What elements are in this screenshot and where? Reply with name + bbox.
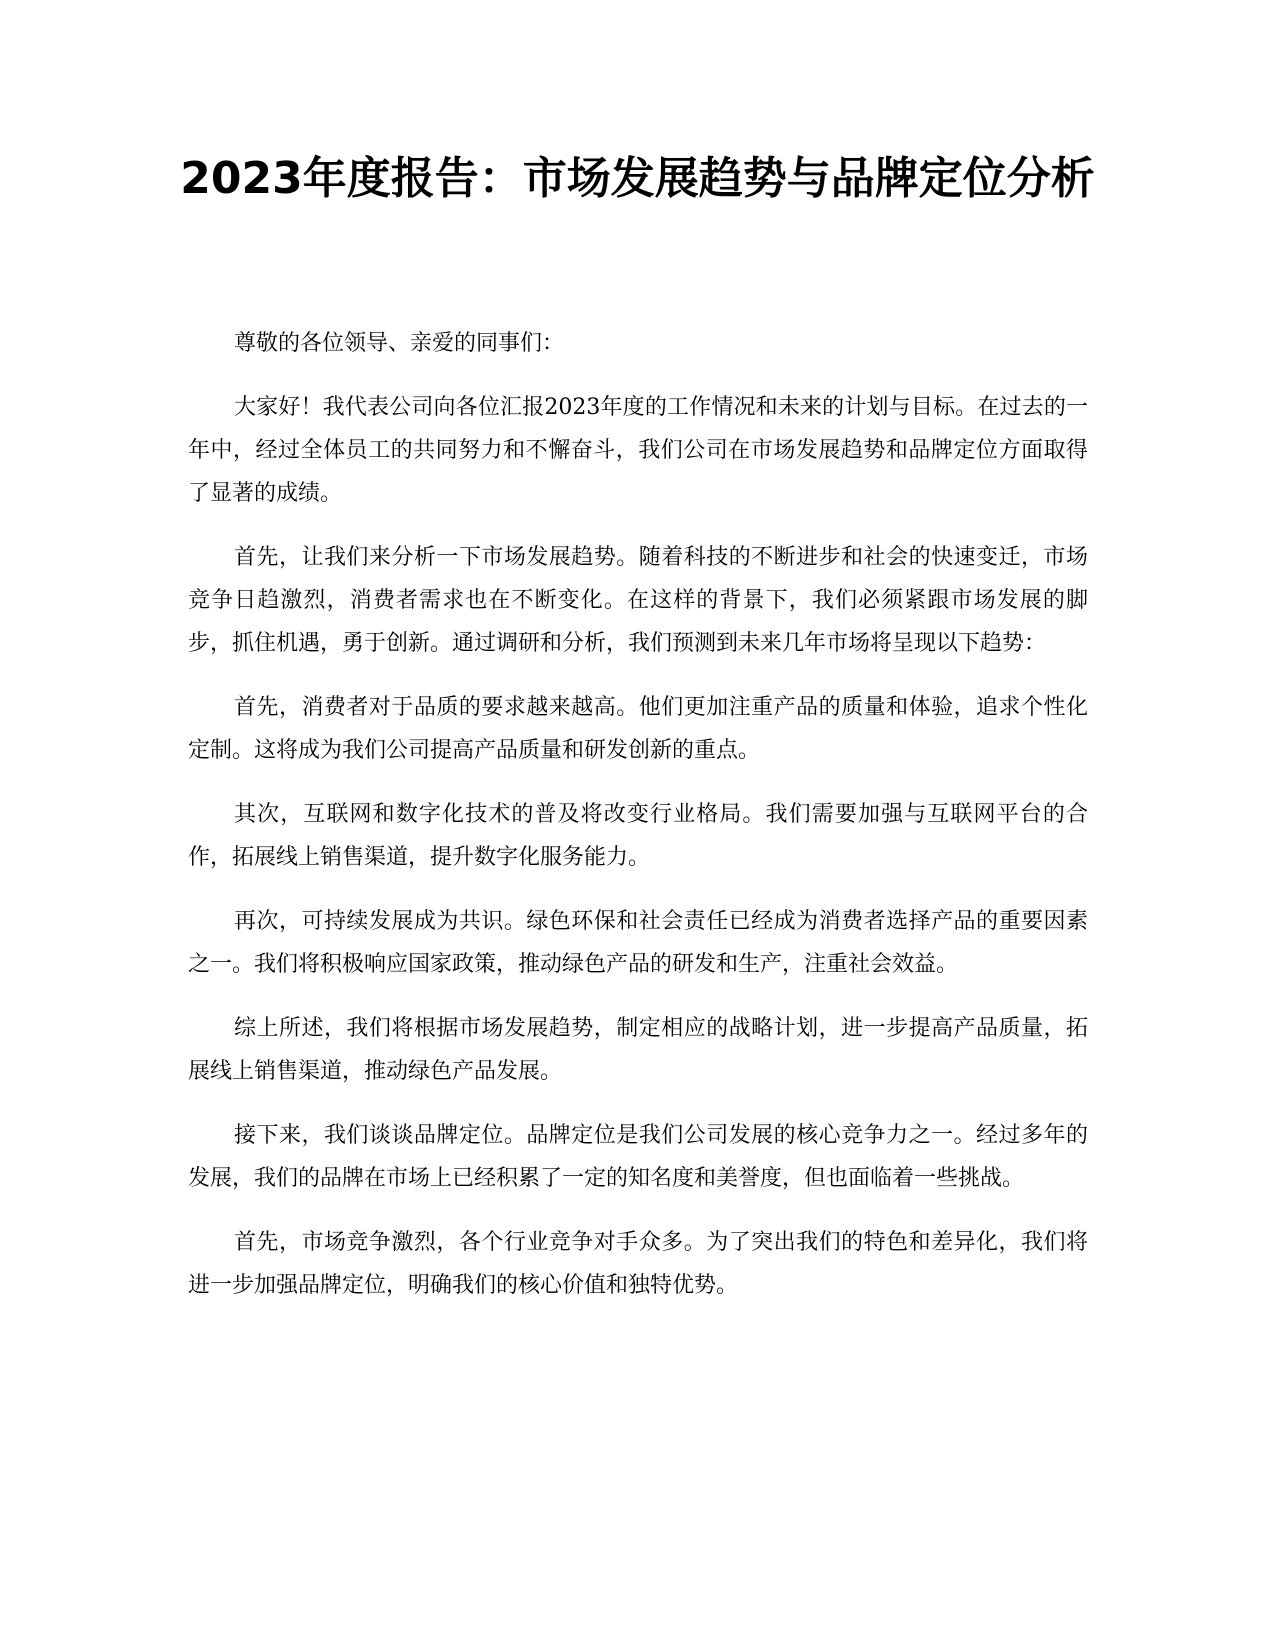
- paragraph-salutation: 尊敬的各位领导、亲爱的同事们：: [234, 331, 565, 356]
- paragraph: 综上所述，我们将根据市场发展趋势，制定相应的战略计划，进一步提高产品质量，拓展线上销售渠道，推动绿色产品发展。: [188, 1016, 1088, 1084]
- paragraph: 首先，消费者对于品质的要求越来越高。他们更加注重产品的质量和体验，追求个性化定制。这将成为我们公司提高产品质量和研发创新的重点。: [188, 695, 1088, 763]
- paragraph: 再次，可持续发展成为共识。绿色环保和社会责任已经成为消费者选择产品的重要因素之一。我们将积极响应国家政策，推动绿色产品的研发和生产，注重社会效益。: [188, 909, 1088, 977]
- paragraph: 首先，让我们来分析一下市场发展趋势。随着科技的不断进步和社会的快速变迁，市场竞争日趋激烈，消费者需求也在不断变化。在这样的背景下，我们必须紧跟市场发展的脚步，抓住机遇，勇于创新。通过调研和分析，我们预测到未来几年市场将呈现以下趋势：: [188, 545, 1088, 656]
- paragraph: 其次，互联网和数字化技术的普及将改变行业格局。我们需要加强与互联网平台的合作，拓展线上销售渠道，提升数字化服务能力。: [188, 802, 1088, 870]
- document-title: 2023年度报告：市场发展趋势与品牌定位分析: [180, 153, 1095, 204]
- paragraph: 接下来，我们谈谈品牌定位。品牌定位是我们公司发展的核心竞争力之一。经过多年的发展，我们的品牌在市场上已经积累了一定的知名度和美誉度，但也面临着一些挑战。: [188, 1123, 1088, 1191]
- paragraph: 大家好！我代表公司向各位汇报2023年度的工作情况和未来的计划与目标。在过去的一年中，经过全体员工的共同努力和不懈奋斗，我们公司在市场发展趋势和品牌定位方面取得了显著的成绩。: [188, 395, 1088, 506]
- paragraph: 首先，市场竞争激烈，各个行业竞争对手众多。为了突出我们的特色和差异化，我们将进一步加强品牌定位，明确我们的核心价值和独特优势。: [188, 1230, 1088, 1298]
- document-body: [188, 322, 1088, 1328]
